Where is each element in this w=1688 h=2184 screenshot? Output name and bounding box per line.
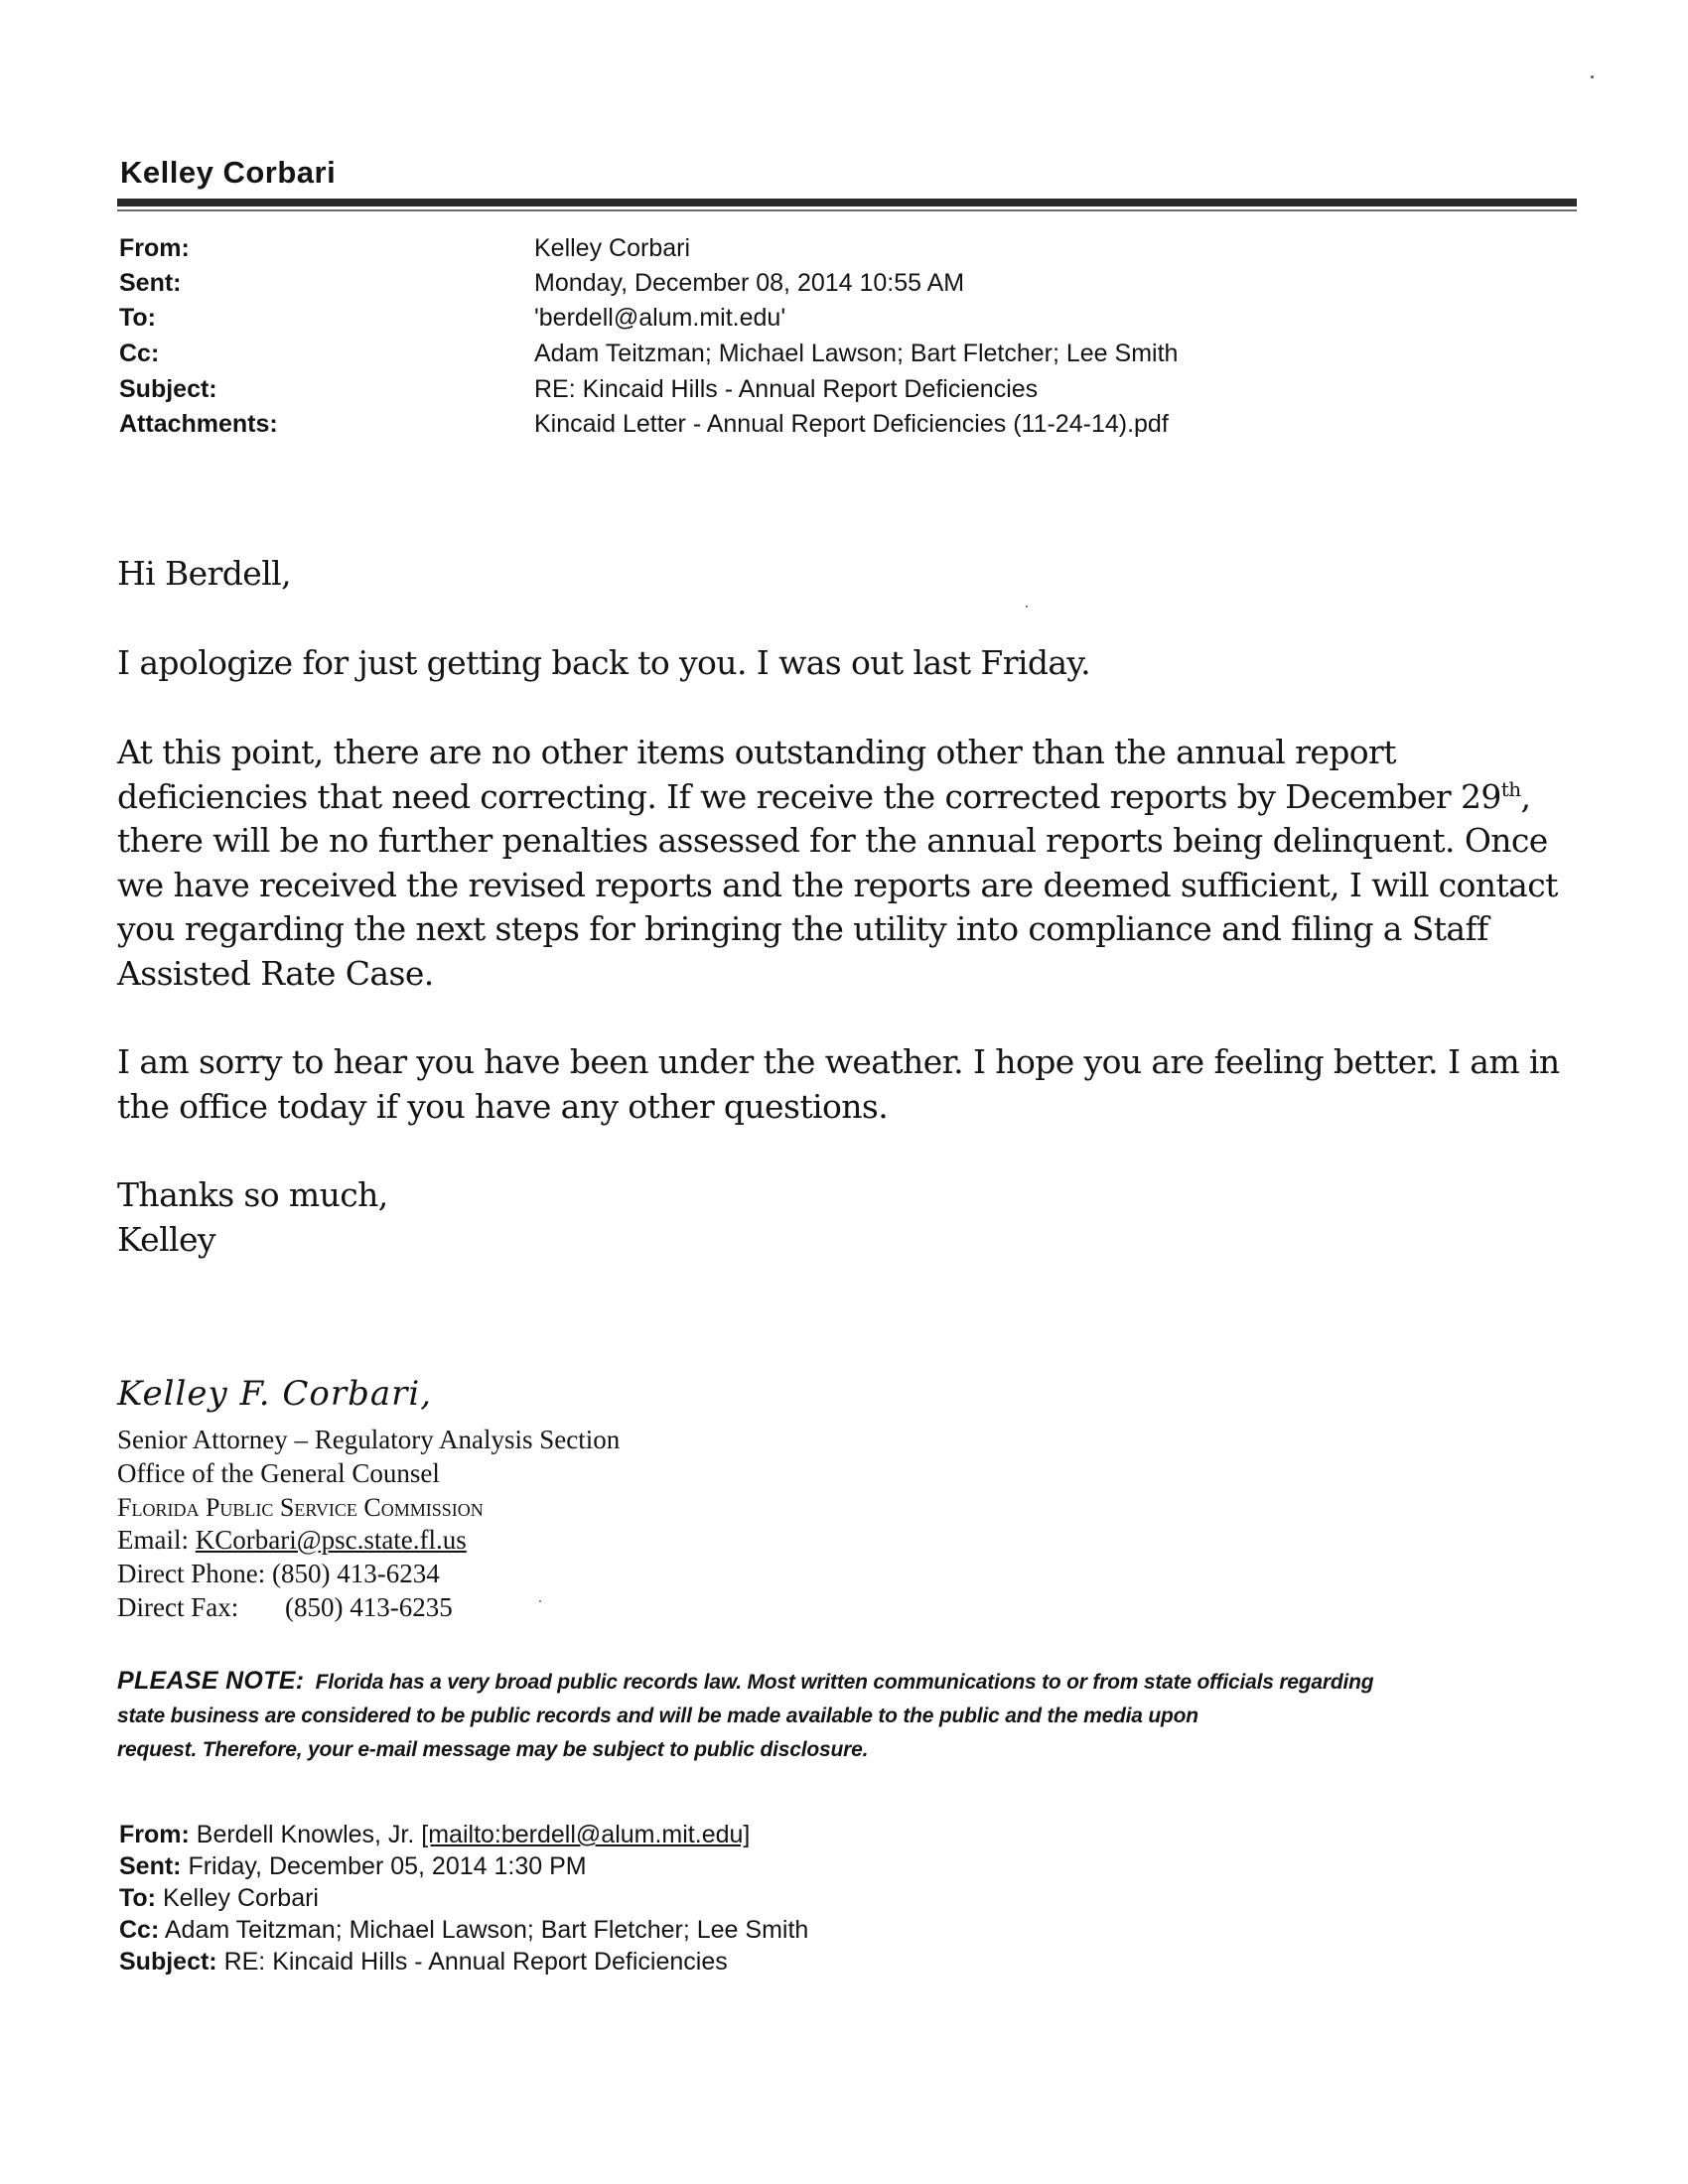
quoted-to-row (119, 1884, 319, 1913)
quoted-cc-row (119, 1916, 808, 1945)
from-label: From: (119, 234, 190, 262)
paragraph-line: Assisted Rate Case. (117, 953, 434, 993)
paragraph-line: At this point, there are no other items outstanding other than the annual report (117, 733, 1396, 771)
subject-label: Subject: (119, 375, 217, 403)
body-paragraph-1: I apologize for just getting back to you. I was out last Friday. (117, 643, 1090, 682)
signature-email-label: Email: (117, 1525, 189, 1555)
quoted-to-label: To: (119, 1884, 157, 1912)
paragraph-line: you regarding the next steps for bringing the utility into compliance and filing a Staff (117, 909, 1488, 948)
notice-lead: PLEASE NOTE: (117, 1667, 305, 1695)
signature-fax-value: (850) 413-6235 (284, 1592, 453, 1622)
body-paragraph-3 (117, 1040, 1587, 1129)
scan-speck (1591, 75, 1594, 78)
quoted-sent-label: Sent: (119, 1852, 182, 1880)
sent-value: Monday, December 08, 2014 10:55 AM (534, 269, 965, 297)
closing-line: Thanks so much, (117, 1175, 388, 1214)
from-value: Kelley Corbari (534, 234, 691, 262)
paragraph-line: I am sorry to hear you have been under the weather. I hope you are feeling better. I am in (117, 1042, 1560, 1081)
ordinal-suffix: th (1500, 776, 1521, 801)
paragraph-line: deficiencies that need correcting. If we receive the corrected reports by December 29th, (117, 776, 1531, 816)
subject-value: RE: Kincaid Hills - Annual Report Deficiencies (534, 375, 1039, 403)
body-paragraph-2 (117, 731, 1587, 996)
notice-line: PLEASE NOTE: Florida has a very broad public records law. Most written communications to or from state officials regarding (117, 1667, 1374, 1695)
closing-name: Kelley (117, 1219, 215, 1259)
to-label: To: (119, 304, 157, 332)
quoted-from-label: From: (119, 1821, 190, 1848)
quoted-sent-row (119, 1852, 587, 1881)
signature-office: Office of the General Counsel (117, 1458, 440, 1488)
paragraph-line: we have received the revised reports and the reports are deemed sufficient, I will contact (117, 865, 1558, 904)
scan-speck (539, 1600, 541, 1602)
notice-line: state business are considered to be public records and will be made available to the public and the media upon (117, 1705, 1198, 1727)
quoted-subject-value: RE: Kincaid Hills - Annual Report Deficiencies (223, 1948, 728, 1976)
paragraph-line: there will be no further penalties assessed for the annual reports being delinquent. Once (117, 821, 1548, 860)
quoted-cc-label: Cc: (119, 1916, 160, 1944)
signature-title: Senior Attorney – Regulatory Analysis Section (117, 1425, 621, 1454)
signature-phone-row (117, 1559, 440, 1589)
cc-value: Adam Teitzman; Michael Lawson; Bart Fletcher; Lee Smith (534, 340, 1179, 367)
quoted-subject-row (119, 1948, 728, 1977)
signature-script-name: Kelley F. Corbari, (117, 1374, 433, 1414)
signature-org: Florida Public Service Commission (117, 1493, 484, 1522)
sender-name-heading: Kelley Corbari (120, 155, 337, 190)
signature-phone-label: Direct Phone: (117, 1559, 266, 1588)
attachments-label: Attachments: (119, 410, 278, 438)
quoted-to-value: Kelley Corbari (162, 1884, 319, 1912)
greeting: Hi Berdell, (117, 554, 292, 593)
quoted-from-value: Berdell Knowles, Jr. (196, 1821, 415, 1848)
header-divider-thin (117, 209, 1577, 211)
signature-fax-label: Direct Fax: (117, 1592, 239, 1622)
public-records-notice (117, 1664, 1587, 1767)
signature-email-link[interactable]: KCorbari@psc.state.fl.us (195, 1525, 467, 1555)
attachments-value: Kincaid Letter - Annual Report Deficiencies (11-24-14).pdf (534, 410, 1169, 438)
quoted-cc-value: Adam Teitzman; Michael Lawson; Bart Fletcher; Lee Smith (164, 1916, 809, 1944)
header-divider (117, 199, 1577, 206)
signature-fax-row (117, 1592, 453, 1623)
sent-label: Sent: (119, 269, 182, 297)
quoted-mailto-link[interactable]: [mailto:berdell@alum.mit.edu] (421, 1821, 751, 1848)
cc-label: Cc: (119, 340, 160, 367)
closing (117, 1173, 1587, 1262)
quoted-subject-label: Subject: (119, 1948, 217, 1976)
quoted-sent-value: Friday, December 05, 2014 1:30 PM (188, 1852, 587, 1880)
notice-line: request. Therefore, your e-mail message may be subject to public disclosure. (117, 1738, 869, 1761)
paragraph-line: the office today if you have any other questions. (117, 1086, 889, 1126)
signature-email-row (117, 1525, 467, 1556)
to-value: 'berdell@alum.mit.edu' (534, 304, 786, 332)
signature-phone-value: (850) 413-6234 (271, 1559, 440, 1588)
quoted-from-row (119, 1821, 750, 1849)
scan-speck (1026, 606, 1028, 608)
